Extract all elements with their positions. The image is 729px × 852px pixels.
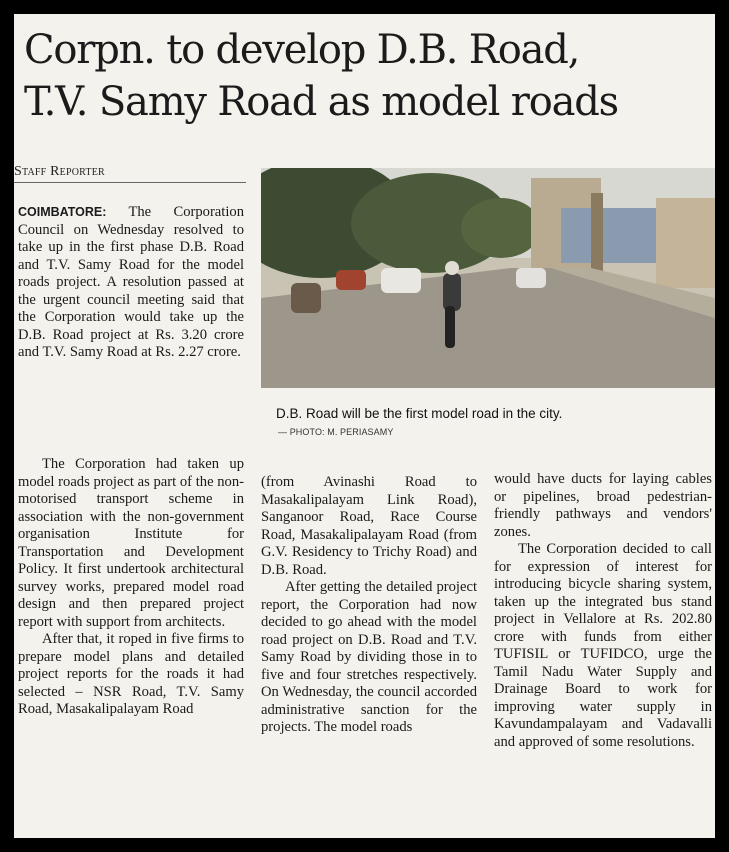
lead-paragraph: The Corporation Council on Wednesday resolved to take up in the first phase D.B. Road and T.V. Samy Road for the model roads project. A resolution passed at the urgent council meeting said that the Corporation would take up the D.B. Road project at Rs. 3.20 crore and T.V. Samy Road at Rs. 2.27 crore. — [18, 204, 244, 360]
article-column-2 — [261, 474, 477, 737]
newspaper-clipping — [14, 14, 715, 838]
photo-credit: — PHOTO: M. PERIASAMY — [278, 427, 394, 437]
street-photo-image — [261, 168, 715, 388]
street-photo — [261, 168, 715, 388]
article-column-3 — [494, 471, 712, 751]
paragraph-3-part-2: (from Avinashi Road to Masakalipalayam Link Road), Sanganoor Road, Race Course Road, Masakalipalayam Road (from G.V. Residency to Trichy Road) and D.B. Road. — [261, 474, 477, 578]
paragraph-5: The Corporation decided to call for expression of interest for introducing bicycle sharing system, taken up the integrated bus stand project in Vellalore at Rs. 202.80 crore with funds from either TUFISIL or TUFIDCO, urge the Tamil Nadu Water Supply and Drainage Board to work for improving water supply in Kavundampalayam and Vadavalli and approved of some resolutions. — [494, 541, 712, 750]
article-column-1-bottom — [18, 456, 244, 719]
headline-line-1: Corpn. to develop D.B. Road, — [24, 27, 580, 73]
headline — [24, 24, 714, 128]
headline-line-2: T.V. Samy Road as model roads — [24, 79, 618, 125]
article-column-1-top — [18, 204, 244, 362]
paragraph-4: After getting the detailed project report, the Corporation had now decided to go ahead with the model road project on D.B. Road and T.V. Samy Road by dividing those in to five and four stretches respectively. On Wednesday, the council accorded administrative sanction for the projects. The model roads — [261, 579, 477, 735]
photo-caption: D.B. Road will be the first model road in the city. — [276, 406, 563, 421]
paragraph-4-continued: would have ducts for laying cables or pipelines, broad pedestrian-friendly pathways and vendors' zones. — [494, 471, 712, 540]
byline-rule — [14, 182, 246, 183]
dateline: COIMBATORE: — [18, 205, 107, 219]
paragraph-3-part-1: After that, it roped in five firms to prepare model plans and detailed project reports for the roads it had selected – NSR Road, T.V. Samy Road, Masakalipalayam Road — [18, 631, 244, 717]
byline: Staff Reporter — [14, 164, 105, 179]
paragraph-2: The Corporation had taken up model roads project as part of the non-motorised transport scheme in association with the non-government organisation Institute for Transportation and Development Policy. It first undertook architectural survey works, prepared model road design and then prepared project report with support from architects. — [18, 456, 244, 630]
